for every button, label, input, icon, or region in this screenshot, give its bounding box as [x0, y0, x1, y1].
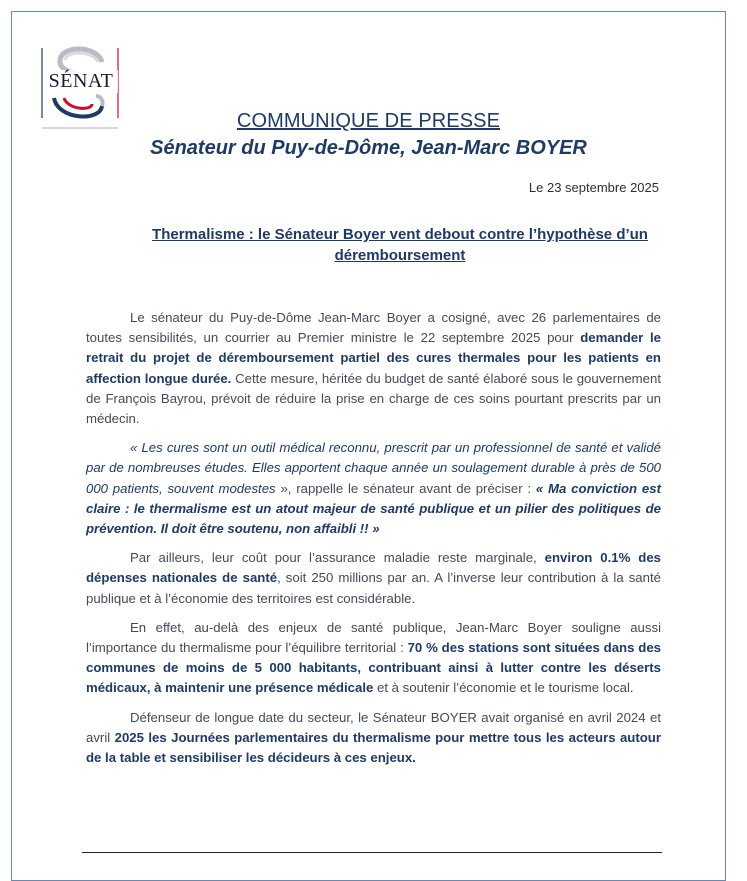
paragraph-1-text-b: Cette mesure, héritée du budget de santé élaboré sous le gouvernement de François Bayrou, prévoit de réduire la prise en charge de ces soins pourtant prescrits par un médecin. — [86, 370, 662, 427]
paragraph-3-emphasis: environ 0.1% des dépenses nationales de santé — [86, 550, 661, 586]
paragraph-4 — [86, 618, 661, 699]
release-date: Le 23 septembre 2025 — [528, 180, 659, 195]
page-subtitle: Sénateur du Puy-de-Dôme, Jean-Marc BOYER — [150, 137, 587, 159]
paragraph-4-emphasis: 70 % des stations sont situées dans des communes de moins de 5 000 habitants, contribuant ainsi à lutter contre les déserts médicaux, à maintenir une présence médicale — [86, 640, 661, 696]
paragraph-1-emphasis: demander le retrait du projet de déremboursement partiel des cures thermales pour les patients en affection longue durée. — [86, 330, 661, 386]
paragraph-5 — [86, 708, 661, 769]
paragraph-5-text-a: Défenseur de longue date du secteur, le Sénateur BOYER avait organisé en avril 2024 et avril — [86, 709, 661, 745]
paragraph-3-text-a: Par ailleurs, leur coût pour l’assurance maladie reste marginale, — [130, 550, 545, 566]
paragraph-4-text-a: En effet, au-delà des enjeux de santé publique, Jean-Marc Boyer souligne aussi l’importance du thermalisme pour l’équilibre territorial : — [86, 619, 661, 656]
paragraph-4-text-b: et à soutenir l’économie et le tourisme local. — [373, 680, 634, 696]
paragraph-3-text-b: , soit 250 millions par an. A l’inverse leur contribution à la santé publique et à l’économie des territoires est considérable. — [86, 570, 661, 606]
footer-divider — [82, 852, 662, 853]
paragraph-1 — [86, 308, 661, 429]
paragraph-1-text-a: Le sénateur du Puy-de-Dôme Jean-Marc Boyer a cosigné, avec 26 parlementaires de toutes sensibilités, un courrier au Premier ministre le 22 septembre 2025 pour — [86, 310, 661, 346]
page-title: COMMUNIQUE DE PRESSE — [236, 110, 501, 132]
headline: Thermalisme : le Sénateur Boyer vent debout contre l’hypothèse d’un déremboursement — [152, 226, 648, 264]
paragraph-2 — [86, 438, 661, 539]
paragraph-3 — [86, 548, 661, 609]
logo-wordmark: SÉNAT — [44, 70, 118, 93]
paragraph-5-emphasis: 2025 les Journées parlementaires du thermalisme pour mettre tous les acteurs autour de la table et sensibiliser les décideurs à ces enjeux. — [86, 729, 661, 766]
paragraph-2-text: », rappelle le sénateur avant de préciser : — [275, 480, 536, 496]
body-text — [86, 308, 661, 777]
title-block — [12, 108, 725, 162]
paragraph-2-quote-a: « Les cures sont un outil médical reconnu, prescrit par un professionnel de santé et validé par de nombreuses études. Elles apportent chaque année un soulagement durable à près de 500 000 patients, souvent modestes — [86, 440, 661, 496]
press-release-page — [11, 11, 726, 881]
paragraph-2-quote-b: « Ma conviction est claire : le thermalisme est un atout majeur de santé publique et un pilier des politiques de prévention. Il doit être soutenu, non affaibli !! » — [86, 480, 661, 537]
